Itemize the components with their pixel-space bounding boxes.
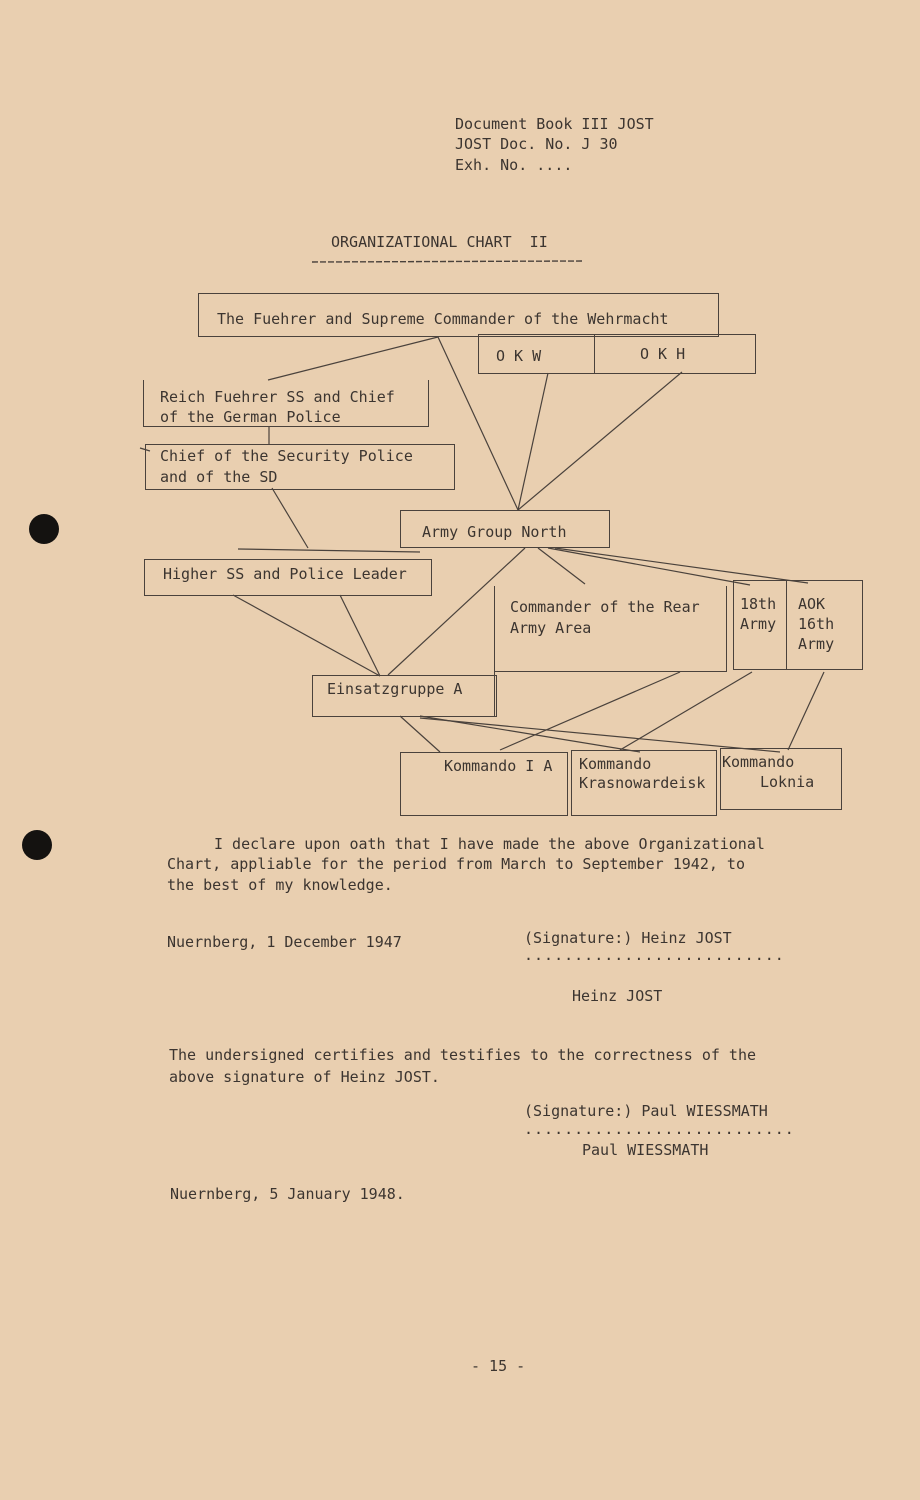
label-army-group-north: Army Group North [422,523,567,541]
label-csp-line2: and of the SD [160,468,278,486]
header-doc-no: JOST Doc. No. J 30 [455,135,618,153]
label-fuehrer: The Fuehrer and Supreme Commander of the Wehrmacht [217,310,669,328]
label-rear-line1: Commander of the Rear [510,598,700,616]
certify-line2: above signature of Heinz JOST. [169,1068,440,1086]
label-aok-line1: AOK [798,595,826,613]
label-okw: O K W [496,347,542,365]
label-higher-ss-police: Higher SS and Police Leader [163,565,407,583]
label-aok-line2: 16th [798,615,835,633]
label-kommando-i-a: Kommando I A [444,757,553,775]
label-rfss-line1: Reich Fuehrer SS and Chief [160,388,395,406]
sign2-name: Paul WIESSMATH [582,1141,709,1159]
label-kl-line1: Kommando [722,753,795,771]
label-kl-line2: Loknia [760,773,815,791]
page-number: - 15 - [471,1357,526,1375]
header-doc-book: Document Book III JOST [455,115,654,133]
sign1-dotted-line: .......................... [524,946,785,964]
label-okh: O K H [640,345,686,363]
label-rfss-line2: of the German Police [160,408,341,426]
sign2-signature: (Signature:) Paul WIESSMATH [524,1102,768,1120]
label-18th-line1: 18th [740,595,777,613]
label-rear-line2: Army Area [510,619,592,637]
divider-okw-okh [594,334,595,374]
declaration-line3: the best of my knowledge. [167,876,393,894]
label-einsatzgruppe-a: Einsatzgruppe A [327,680,463,698]
declaration-line1: I declare upon oath that I have made the above Organizational [214,835,765,853]
divider-18th-aok [786,580,787,670]
label-18th-line2: Army [740,615,777,633]
sign2-place-date: Nuernberg, 5 January 1948. [170,1185,405,1203]
header-exh-no: Exh. No. .... [455,156,573,174]
sign1-name: Heinz JOST [572,987,663,1005]
label-csp-line1: Chief of the Security Police [160,447,413,465]
label-kk-line2: Krasnowardeisk [579,774,706,792]
label-aok-line3: Army [798,635,835,653]
sign1-signature: (Signature:) Heinz JOST [524,929,732,947]
chart-title: ORGANIZATIONAL CHART II [331,233,548,251]
certify-line1: The undersigned certifies and testifies to the correctness of the [169,1046,756,1064]
declaration-line2: Chart, appliable for the period from March to September 1942, to [167,855,745,873]
sign2-dotted-line: ........................... [524,1120,795,1138]
sign1-place-date: Nuernberg, 1 December 1947 [167,933,402,951]
label-kk-line1: Kommando [579,755,652,773]
